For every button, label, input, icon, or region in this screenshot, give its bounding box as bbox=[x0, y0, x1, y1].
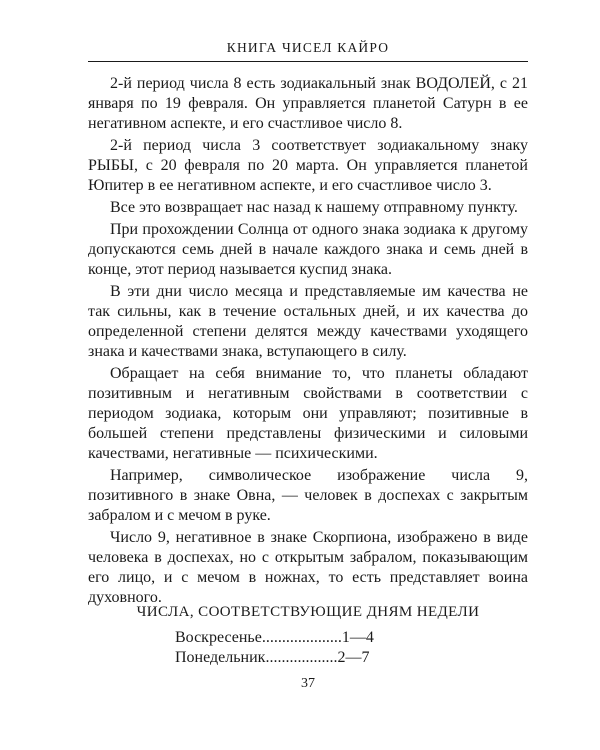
header-rule bbox=[88, 61, 528, 62]
dot-leader: .................... bbox=[261, 629, 342, 646]
paragraph: Все это возвращает нас назад к нашему отправному пункту. bbox=[110, 199, 518, 216]
paragraph: Например, символическое изображение числа 9, позитивного в знаке Овна, — человек в доспехах с закрытым забралом и с мечом в руке. bbox=[88, 467, 528, 524]
paragraph: Обращает на себя внимание то, что планеты обладают позитивным и негативным свойствами в соответствии с периодом зодиака, которым они управляют; позитивные в большей степени представлены физическими и силовыми качествами, негативные — психическими. bbox=[88, 365, 528, 462]
weekday-name: Воскресенье bbox=[175, 629, 262, 646]
section-title: ЧИСЛА, СООТВЕТСТВУЮЩИЕ ДНЯМ НЕДЕЛИ bbox=[136, 604, 480, 620]
paragraph: Число 9, негативное в знаке Скорпиона, изображено в виде человека в доспехах, но с открытым забралом, показывающим его лицо, и с мечом в ножнах, то есть представляет воина духовного. bbox=[88, 529, 528, 606]
weekday-numbers: 1—4 bbox=[341, 629, 374, 646]
weekday-row-monday bbox=[175, 648, 374, 668]
paragraph: В эти дни число месяца и представляемые им качества не так сильны, как в течение остальных дней, и их качества до определенной степени делятся между качествами уходящего знака и качествами знака, вступающего в силу. bbox=[88, 283, 528, 360]
weekday-numbers: 2—7 bbox=[337, 649, 370, 666]
paragraph: 2-й период числа 3 соответствует зодиакальному знаку РЫБЫ, с 20 февраля по 20 марта. Он управляется планетой Юпитер в ее негативном аспекте, и его счастливое число 3. bbox=[88, 137, 528, 194]
weekday-row-sunday bbox=[175, 628, 374, 648]
running-header: КНИГА ЧИСЕЛ КАЙРО bbox=[226, 40, 390, 55]
weekday-name: Понедельник bbox=[175, 649, 266, 666]
dot-leader: .................. bbox=[265, 649, 338, 666]
paragraph: 2-й период числа 8 есть зодиакальный знак ВОДОЛЕЙ, с 21 января по 19 февраля. Он управляется планетой Сатурн в ее негативном аспекте, и его счастливое число 8. bbox=[88, 75, 528, 132]
weekday-list bbox=[175, 628, 374, 668]
paragraph: При прохождении Солнца от одного знака зодиака к другому допускаются семь дней в начале каждого знака и семь дней в конце, этот период называется куспид знака. bbox=[88, 221, 528, 278]
body-text bbox=[88, 74, 528, 608]
page-number: 37 bbox=[301, 676, 315, 691]
